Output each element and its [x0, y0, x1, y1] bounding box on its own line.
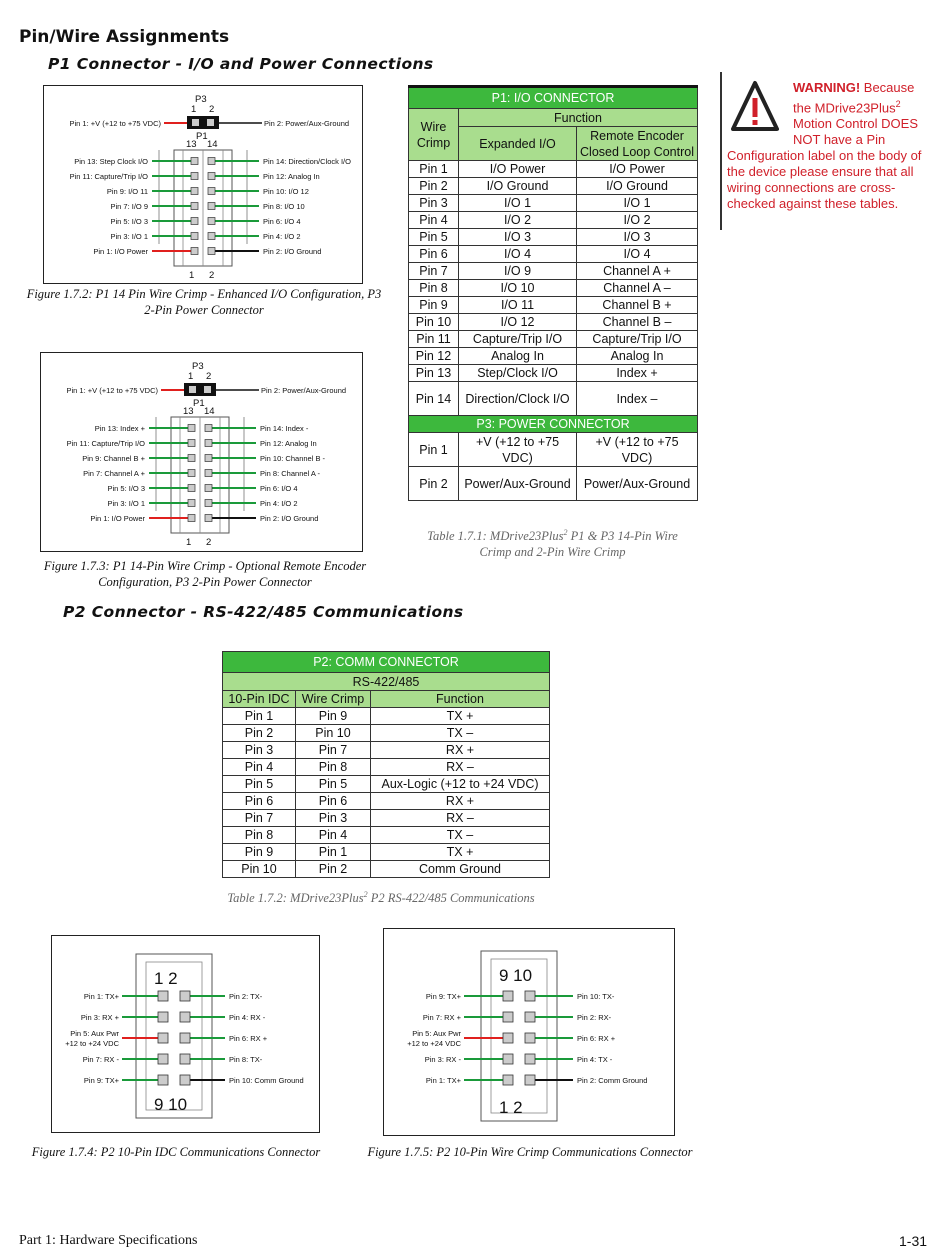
p1-right-label: Pin 6: I/O 4 — [263, 217, 301, 226]
p1-left-label: Pin 3: I/O 1 — [110, 232, 148, 241]
figure-175 — [383, 928, 675, 1136]
table-cell: Pin 5 — [296, 776, 371, 793]
p2-right-label: Pin 2: TX- — [229, 992, 263, 1001]
p2-top-numbers: 1 2 — [154, 969, 178, 988]
table-cell: RX – — [371, 810, 550, 827]
p3-connector — [184, 383, 216, 396]
p2-right-label: Pin 10: TX- — [577, 992, 615, 1001]
p3-table-title: P3: POWER CONNECTOR — [409, 416, 698, 433]
table-cell: Pin 6 — [223, 793, 296, 810]
table-cell: I/O 9 — [459, 263, 577, 280]
p1-pin — [205, 440, 212, 447]
table-cell: Channel A – — [577, 280, 698, 297]
p2-left-label-line2: +12 to +24 VDC — [65, 1039, 119, 1048]
p2-left-label: Pin 9: TX+ — [83, 1076, 119, 1085]
p1-pin — [188, 425, 195, 432]
warning-label: WARNING! — [793, 80, 861, 95]
table-cell: Pin 1 — [296, 844, 371, 861]
p2-left-label: Pin 3: RX + — [80, 1013, 119, 1022]
table-cell: Pin 2 — [296, 861, 371, 878]
p2-pin — [180, 991, 190, 1001]
p1-right-label: Pin 14: Index - — [260, 424, 309, 433]
p1-pin — [208, 188, 215, 195]
p1-left-label: Pin 13: Step Clock I/O — [74, 157, 148, 166]
p1-right-label: Pin 2: I/O Ground — [260, 514, 319, 523]
table-cell: Pin 4 — [223, 759, 296, 776]
table-row — [409, 365, 698, 382]
table-cell: TX – — [371, 725, 550, 742]
p1-table-title: P1: I/O CONNECTOR — [409, 87, 698, 109]
p1-housing-ribs — [183, 150, 223, 266]
p1-pin-number: 2 — [209, 270, 215, 281]
p2-left-label-line2: +12 to +24 VDC — [407, 1039, 461, 1048]
p1-pin — [205, 455, 212, 462]
table-cell: Pin 7 — [296, 742, 371, 759]
table-cell: I/O 2 — [459, 212, 577, 229]
table-cell: Index – — [577, 382, 698, 416]
p1-pin-number: 1 — [186, 537, 192, 548]
p3-pin-number: 1 — [191, 104, 197, 115]
p1-pin — [205, 425, 212, 432]
p2-pin — [525, 1054, 535, 1064]
table-cell: TX – — [371, 827, 550, 844]
table-row — [223, 861, 550, 878]
p1-right-label: Pin 10: Channel B - — [260, 454, 326, 463]
table-172-wrapper — [222, 651, 550, 878]
table-cell: +V (+12 to +75 VDC) — [577, 433, 698, 467]
table-cell: Analog In — [577, 348, 698, 365]
table-172-caption: Table 1.7.2: MDrive23Plus$^2$ P2 RS-422/485 Communications — [227, 890, 535, 906]
table-cell: Comm Ground — [371, 861, 550, 878]
p1-right-label: Pin 12: Analog In — [260, 439, 317, 448]
p1-left-label: Pin 5: I/O 3 — [107, 484, 145, 493]
p2-table-subtitle: RS-422/485 — [223, 673, 550, 691]
table-row — [409, 280, 698, 297]
figure-175-caption: Figure 1.7.5: P2 10-Pin Wire Crimp Communications Connector — [367, 1145, 693, 1159]
table-cell: Capture/Trip I/O — [459, 331, 577, 348]
p1-housing-ribs — [180, 417, 220, 533]
p2-left-label: Pin 1: TX+ — [83, 992, 119, 1001]
p2-pin — [525, 1075, 535, 1085]
table-cell: Pin 10 — [223, 861, 296, 878]
p1-enhanced-io-diagram — [44, 86, 362, 283]
p1-pin — [191, 218, 198, 225]
p2-comm-table — [222, 651, 550, 878]
table-cell: Pin 1 — [409, 161, 459, 178]
table-cell: Pin 3 — [409, 195, 459, 212]
p2-table-title: P2: COMM CONNECTOR — [223, 652, 550, 673]
p3-pin — [192, 119, 199, 126]
p3-right-label: Pin 2: Power/Aux-Ground — [264, 119, 350, 128]
col-remote-encoder: Remote Encoder Closed Loop Control — [577, 127, 698, 161]
table-row — [409, 178, 698, 195]
p1-pin — [205, 500, 212, 507]
p3-connector — [187, 116, 219, 129]
table-cell: Pin 8 — [409, 280, 459, 297]
p2-pin — [158, 1075, 168, 1085]
table-cell: I/O Power — [459, 161, 577, 178]
table-cell: Channel B – — [577, 314, 698, 331]
p2-pin — [525, 1012, 535, 1022]
col-expanded-io: Expanded I/O — [459, 127, 577, 161]
p2-pin — [180, 1054, 190, 1064]
p1-pin — [191, 248, 198, 255]
p2-pin — [158, 991, 168, 1001]
table-cell: Pin 7 — [409, 263, 459, 280]
p3-pin-number: 2 — [209, 104, 215, 115]
table-cell: Pin 4 — [409, 212, 459, 229]
table-cell: Pin 6 — [409, 246, 459, 263]
p1-pin — [208, 248, 215, 255]
p1-pin — [208, 203, 215, 210]
p1-left-label: Pin 13: Index + — [94, 424, 145, 433]
p1-io-table — [408, 85, 698, 501]
p1-left-label: Pin 1: I/O Power — [93, 247, 148, 256]
table-cell: RX + — [371, 793, 550, 810]
p3-pin-number: 2 — [206, 371, 212, 382]
p3-label: P3 — [192, 361, 204, 372]
table-cell: Pin 5 — [409, 229, 459, 246]
p2-left-label: Pin 3: RX - — [424, 1055, 461, 1064]
table-row — [409, 433, 698, 467]
p1-right-label: Pin 4: I/O 2 — [263, 232, 301, 241]
table-cell: Pin 1 — [223, 708, 296, 725]
p2-bottom-numbers: 9 10 — [154, 1095, 188, 1114]
p1-right-label: Pin 6: I/O 4 — [260, 484, 298, 493]
figure-174 — [51, 935, 320, 1133]
p2-bottom-numbers: 1 2 — [499, 1098, 523, 1117]
p2-pin — [180, 1033, 190, 1043]
table-row — [223, 776, 550, 793]
p1-pin — [205, 515, 212, 522]
table-cell: Pin 13 — [409, 365, 459, 382]
figure-172-caption: Figure 1.7.2: P1 14 Pin Wire Crimp - Enhanced I/O Configuration, P3 2-Pin Power Connector — [26, 287, 382, 317]
p1-left-label: Pin 9: I/O 11 — [106, 187, 148, 196]
p1-pin — [205, 470, 212, 477]
p2-heading: P2 Connector - RS-422/485 Communications — [63, 603, 464, 621]
p1-pin — [208, 158, 215, 165]
p3-pin-number: 1 — [188, 371, 194, 382]
table-row — [223, 708, 550, 725]
table-cell: Pin 7 — [223, 810, 296, 827]
p1-pin — [188, 455, 195, 462]
table-cell: Capture/Trip I/O — [577, 331, 698, 348]
table-cell: Pin 4 — [296, 827, 371, 844]
table-cell: Pin 10 — [296, 725, 371, 742]
table-cell: I/O 10 — [459, 280, 577, 297]
p1-right-label: Pin 4: I/O 2 — [260, 499, 298, 508]
table-cell: Channel A + — [577, 263, 698, 280]
p1-left-label: Pin 1: I/O Power — [90, 514, 145, 523]
table-cell: I/O 3 — [577, 229, 698, 246]
p2-pin — [503, 1075, 513, 1085]
col-10-pin-idc: 10-Pin IDC — [223, 691, 296, 708]
table-cell: Pin 9 — [223, 844, 296, 861]
p1-pin — [208, 218, 215, 225]
table-cell: I/O 4 — [459, 246, 577, 263]
table-cell: Pin 5 — [223, 776, 296, 793]
p3-pin — [204, 386, 211, 393]
p1-pin-number: 13 — [186, 139, 197, 150]
table-cell: Step/Clock I/O — [459, 365, 577, 382]
table-171-caption: Table 1.7.1: MDrive23Plus$^2$ P1 & P3 14-Pin Wire Crimp and 2-Pin Wire Crimp — [427, 528, 678, 560]
p2-left-label: Pin 7: RX - — [82, 1055, 119, 1064]
figure-172 — [43, 85, 363, 284]
col-function: Function — [371, 691, 550, 708]
table-cell: RX + — [371, 742, 550, 759]
p1-pin-number: 1 — [189, 270, 195, 281]
p2-pin — [525, 1033, 535, 1043]
p2-pin — [180, 1075, 190, 1085]
p1-label: P1 — [196, 131, 208, 142]
table-row — [223, 759, 550, 776]
table-cell: I/O 4 — [577, 246, 698, 263]
table-row — [409, 263, 698, 280]
p1-pin — [188, 470, 195, 477]
p3-pin — [207, 119, 214, 126]
p1-heading: P1 Connector - I/O and Power Connections — [48, 55, 434, 73]
page-title: Pin/Wire Assignments — [19, 27, 230, 47]
p1-right-label: Pin 10: I/O 12 — [263, 187, 309, 196]
p1-pin — [188, 485, 195, 492]
p3-label: P3 — [195, 94, 207, 105]
p1-left-label: Pin 5: I/O 3 — [110, 217, 148, 226]
p2-right-label: Pin 2: Comm Ground — [577, 1076, 648, 1085]
p2-right-label: Pin 2: RX- — [577, 1013, 612, 1022]
table-cell: Pin 8 — [296, 759, 371, 776]
p2-pin — [525, 991, 535, 1001]
table-cell: Power/Aux-Ground — [459, 467, 577, 501]
table-row — [223, 810, 550, 827]
figure-173-caption: Figure 1.7.3: P1 14-Pin Wire Crimp - Optional Remote Encoder Configuration, P3 2-Pin Power Connector — [43, 559, 367, 589]
p2-top-numbers: 9 10 — [499, 966, 533, 985]
p3-right-label: Pin 2: Power/Aux-Ground — [261, 386, 347, 395]
p3-left-label: Pin 1: +V (+12 to +75 VDC) — [69, 119, 161, 128]
p2-left-label: Pin 1: TX+ — [425, 1076, 461, 1085]
p2-pin — [180, 1012, 190, 1022]
col-wire-crimp: Wire Crimp — [296, 691, 371, 708]
p1-left-label: Pin 7: Channel A + — [83, 469, 145, 478]
table-cell: TX + — [371, 708, 550, 725]
p1-pin — [191, 233, 198, 240]
p2-right-label: Pin 6: RX + — [577, 1034, 616, 1043]
table-cell: I/O Ground — [459, 178, 577, 195]
p1-pin-number: 14 — [207, 139, 218, 150]
table-cell: Pin 11 — [409, 331, 459, 348]
table-cell: Pin 3 — [223, 742, 296, 759]
p1-right-label: Pin 8: I/O 10 — [263, 202, 305, 211]
table-row — [409, 246, 698, 263]
p1-pin — [188, 500, 195, 507]
p2-right-label: Pin 6: RX + — [229, 1034, 268, 1043]
p2-pin — [503, 1033, 513, 1043]
figure-173 — [40, 352, 363, 552]
table-cell: Pin 1 — [409, 433, 459, 467]
table-171-wrapper — [408, 85, 698, 501]
table-row — [409, 348, 698, 365]
p2-left-label: Pin 5: Aux Pwr — [412, 1029, 461, 1038]
p2-pin — [503, 1012, 513, 1022]
p1-left-label: Pin 9: Channel B + — [82, 454, 145, 463]
p2-wire-crimp-diagram — [384, 929, 674, 1135]
warning-rule — [720, 72, 722, 230]
table-cell: Direction/Clock I/O — [459, 382, 577, 416]
table-row — [409, 297, 698, 314]
p2-left-label: Pin 5: Aux Pwr — [70, 1029, 119, 1038]
table-cell: I/O Ground — [577, 178, 698, 195]
p1-pin — [191, 188, 198, 195]
table-row — [223, 725, 550, 742]
table-row — [409, 331, 698, 348]
table-cell: Pin 2 — [409, 467, 459, 501]
p1-left-label: Pin 7: I/O 9 — [110, 202, 148, 211]
figure-174-caption: Figure 1.7.4: P2 10-Pin IDC Communications Connector — [31, 1145, 321, 1159]
p1-remote-encoder-diagram — [41, 353, 362, 551]
table-cell: Pin 2 — [409, 178, 459, 195]
p1-pin — [191, 158, 198, 165]
table-cell: +V (+12 to +75 VDC) — [459, 433, 577, 467]
table-row — [223, 742, 550, 759]
p1-right-label: Pin 12: Analog In — [263, 172, 320, 181]
p1-pin — [191, 203, 198, 210]
table-row — [409, 382, 698, 416]
table-cell: Pin 10 — [409, 314, 459, 331]
table-cell: Pin 2 — [223, 725, 296, 742]
p1-left-label: Pin 3: I/O 1 — [107, 499, 145, 508]
p3-pin — [189, 386, 196, 393]
table-cell: Pin 14 — [409, 382, 459, 416]
p1-right-label: Pin 14: Direction/Clock I/O — [263, 157, 351, 166]
p1-pin-number: 14 — [204, 406, 215, 417]
table-cell: Channel B + — [577, 297, 698, 314]
p1-pin — [191, 173, 198, 180]
table-cell: I/O 12 — [459, 314, 577, 331]
footer-left: Part 1: Hardware Specifications — [19, 1233, 198, 1248]
p1-left-label: Pin 11: Capture/Trip I/O — [66, 439, 145, 448]
table-row — [409, 229, 698, 246]
p1-left-label: Pin 11: Capture/Trip I/O — [69, 172, 148, 181]
table-cell: Aux-Logic (+12 to +24 VDC) — [371, 776, 550, 793]
table-cell: I/O 2 — [577, 212, 698, 229]
p2-left-label: Pin 7: RX + — [422, 1013, 461, 1022]
footer-page-number: 1-31 — [899, 1233, 928, 1249]
p1-right-label: Pin 2: I/O Ground — [263, 247, 322, 256]
table-row — [409, 314, 698, 331]
p1-label: P1 — [193, 398, 205, 409]
table-row — [223, 827, 550, 844]
table-row — [409, 467, 698, 501]
p1-right-label: Pin 8: Channel A - — [260, 469, 321, 478]
p2-pin — [503, 991, 513, 1001]
table-row — [223, 793, 550, 810]
p2-left-label: Pin 9: TX+ — [425, 992, 461, 1001]
p3-left-label: Pin 1: +V (+12 to +75 VDC) — [66, 386, 158, 395]
table-cell: RX – — [371, 759, 550, 776]
p2-right-label: Pin 10: Comm Ground — [229, 1076, 304, 1085]
p1-pin — [208, 173, 215, 180]
p1-pin-number: 13 — [183, 406, 194, 417]
table-cell: I/O 1 — [459, 195, 577, 212]
p2-pin — [158, 1012, 168, 1022]
p2-right-label: Pin 4: TX - — [577, 1055, 613, 1064]
table-cell: Pin 9 — [409, 297, 459, 314]
p1-pin — [188, 440, 195, 447]
warning-text: WARNING! Because the MDrive23Plus$^2$ Motion Control DOES NOT have a Pin Configuration label on the body of the device please ensure that all wiring connections are cross-checked against these tables. — [727, 80, 922, 212]
table-cell: Analog In — [459, 348, 577, 365]
table-row — [409, 161, 698, 178]
col-wire-crimp: Wire Crimp — [409, 109, 459, 161]
table-cell: I/O Power — [577, 161, 698, 178]
p2-idc-diagram — [52, 936, 319, 1132]
table-cell: Pin 8 — [223, 827, 296, 844]
p2-pin — [158, 1054, 168, 1064]
table-cell: Pin 9 — [296, 708, 371, 725]
table-cell: TX + — [371, 844, 550, 861]
table-cell: Pin 3 — [296, 810, 371, 827]
p1-pin-number: 2 — [206, 537, 212, 548]
p2-right-label: Pin 8: TX- — [229, 1055, 263, 1064]
table-row — [409, 212, 698, 229]
table-cell: Index + — [577, 365, 698, 382]
table-cell: I/O 1 — [577, 195, 698, 212]
table-cell: I/O 11 — [459, 297, 577, 314]
table-cell: Pin 12 — [409, 348, 459, 365]
table-cell: I/O 3 — [459, 229, 577, 246]
table-row — [409, 195, 698, 212]
p1-pin — [205, 485, 212, 492]
table-cell: Power/Aux-Ground — [577, 467, 698, 501]
table-cell: Pin 6 — [296, 793, 371, 810]
p2-pin — [158, 1033, 168, 1043]
p2-pin — [503, 1054, 513, 1064]
p1-pin — [208, 233, 215, 240]
table-row — [223, 844, 550, 861]
p1-pin — [188, 515, 195, 522]
col-function: Function — [459, 109, 698, 127]
p2-right-label: Pin 4: RX - — [229, 1013, 266, 1022]
